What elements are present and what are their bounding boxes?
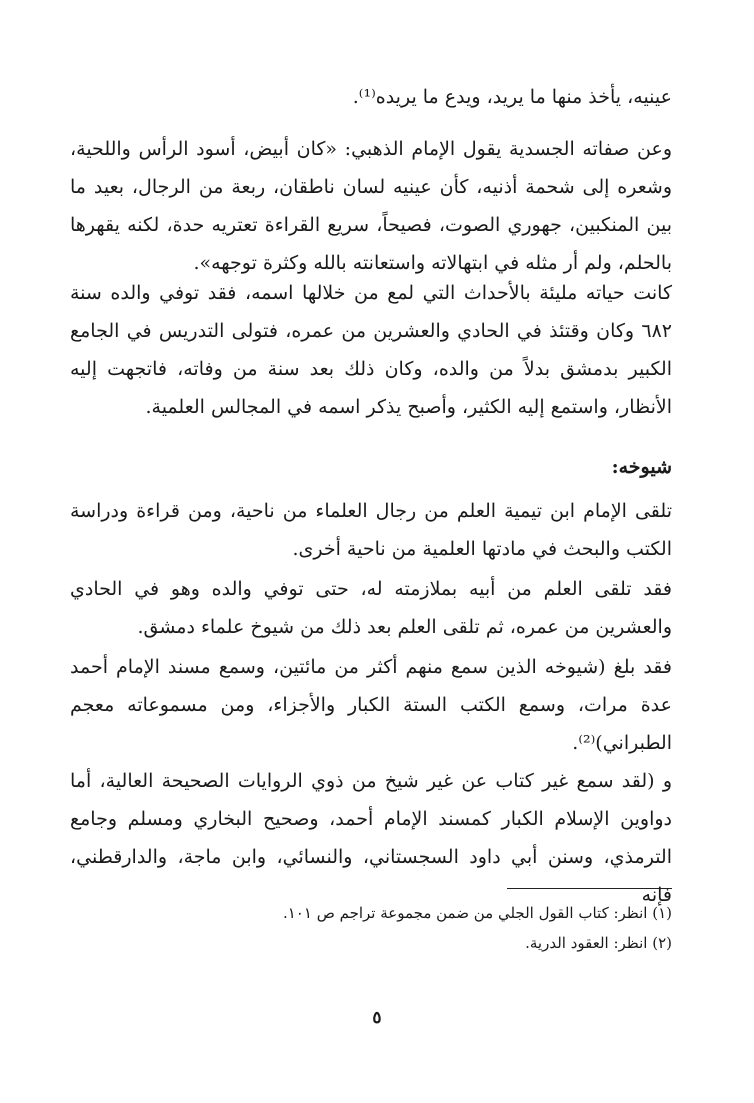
body-paragraph-6: فقد بلغ (شيوخه الذين سمع منهم أكثر من مائتين، وسمع مسند الإمام أحمد عدة مرات، وسمع الكتب الستة الكبار والأجزاء، ومن مسموعاته معجم الطبراني)⁽²⁾. [70,656,672,754]
body-paragraph-4: تلقى الإمام ابن تيمية العلم من رجال العلماء من ناحية، ومن قراءة ودراسة الكتب والبحث في مادتها العلمية من ناحية أخرى. [70,500,672,560]
footnotes [70,898,672,958]
body-paragraph-5: فقد تلقى العلم من أبيه بملازمته له، حتى توفي والده وهو في الحادي والعشرين من عمره، ثم تلقى العلم بعد ذلك من شيوخ علماء دمشق. [70,578,672,638]
body-paragraph-2: وعن صفاته الجسدية يقول الإمام الذهبي: «كان أبيض، أسود الرأس واللحية، وشعره إلى شحمة أذنيه، كأن عينيه لسان ناطقان، ربعة من الرجال، بعيد ما بين المنكبين، جهوري الصوت، فصيحاً، سريع القراءة تعتريه حدة، لكنه يقهرها بالحلم، ولم أر مثله في ابتهالاته واستعانته بالله وكثرة توجهه». [70,138,672,274]
section-heading: شيوخه: [611,456,672,478]
body-paragraph-3: كانت حياته مليئة بالأحداث التي لمع من خلالها اسمه، فقد توفي والده سنة ٦٨٢ وكان وقتئذ في الحادي والعشرين من عمره، فتولى التدريس في الجامع الكبير بدمشق بدلاً من والده، وكان ذلك بعد سنة من وفاته، فاتجهت إليه الأنظار، واستمع إليه الكثير، وأصبح يذكر اسمه في المجالس العلمية. [70,282,672,418]
body-paragraph-1: عينيه، يأخذ منها ما يريد، ويدع ما يريده⁽¹⁾. [352,86,672,108]
footnote-divider [507,888,672,889]
body-paragraph-7: و (لقد سمع غير كتاب عن غير شيخ من ذوي الروايات الصحيحة العالية، أما دواوين الإسلام الكبار كمسند الإمام أحمد، وصحيح البخاري ومسلم وجامع الترمذي، وسنن أبي داود السجستاني، والنسائي، وابن ماجة، والدارقطني، فإنه [70,770,672,906]
footnote-1: (١) انظر: كتاب القول الجلي من ضمن مجموعة تراجم ص ١٠١. [282,904,672,922]
footnote-2: (٢) انظر: العقود الدرية. [525,934,672,952]
page-number: ٥ [372,1008,382,1028]
